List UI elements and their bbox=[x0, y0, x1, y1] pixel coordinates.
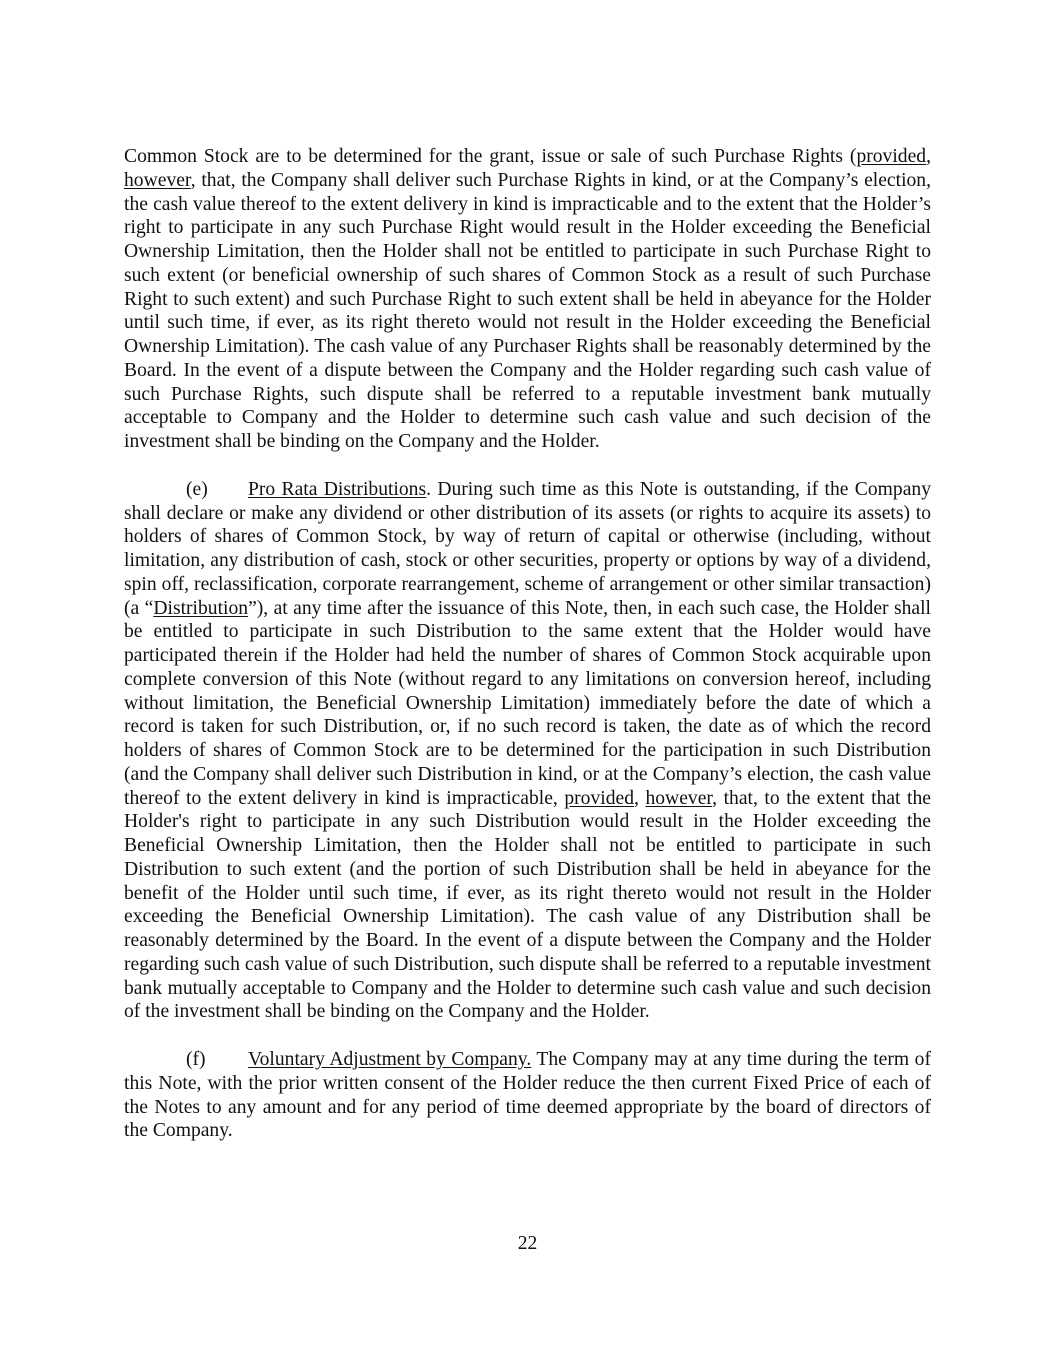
section-heading: Voluntary Adjustment by Company. bbox=[248, 1049, 532, 1070]
section-label: (f) bbox=[186, 1049, 206, 1070]
paragraph-text: , that, the Company shall deliver such Purchase Rights in kind, or at the Company’s election, the cash value thereof to the extent delivery in kind is impracticable and to the extent that the Holder’s right to participate in any such Purchase Right would result in the Holder exceeding the Beneficial Ownership Limitation, then the Holder shall not be entitled to participate in such Purchase Right to such extent (or beneficial ownership of such shares of Common Stock as a result of such Purchase Right to such extent) and such Purchase Right to such extent shall be held in abeyance for the Holder until such time, if ever, as its right thereto would not result in the Holder exceeding the Beneficial Ownership Limitation). The cash value of any Purchaser Rights shall be reasonably determined by the Board. In the event of a dispute between the Company and the Holder regarding such cash value of such Purchase Rights, such dispute shall be referred to a reputable investment bank mutually acceptable to Company and the Holder to determine such cash value and such decision of the investment shall be binding on the Company and the Holder. bbox=[124, 169, 931, 452]
document-page bbox=[124, 145, 931, 1167]
paragraph-text: . During such time as this Note is outstanding, if the Company shall declare or make any dividend or other distribution of its assets (or rights to acquire its assets) to holders of shares of Common Stock, by way of return of capital or otherwise (including, without limitation, any distribution of cash, stock or other securities, property or options by way of a dividend, spin off, reclassification, corporate rearrangement, scheme of arrangement or other similar transaction) (a “ bbox=[124, 478, 931, 619]
section-e-pro-rata-distributions bbox=[124, 478, 931, 1024]
paragraph-text: ”), at any time after the issuance of this Note, then, in each such case, the Holder shall be entitled to participate in such Distribution to the same extent that the Holder would have participated therein if the Holder had held the number of shares of Common Stock acquirable upon complete conversion of this Note (without regard to any limitations on conversion hereof, including without limitation, the Beneficial Ownership Limitation) immediately before the date of which a record is taken for such Distribution, or, if no such record is taken, the date as of which the record holders of shares of Common Stock are to be determined for the participation in such Distribution (and the Company shall deliver such Distribution in kind, or at the Company’s election, the cash value thereof to the extent delivery in kind is impracticable, bbox=[124, 597, 931, 809]
section-heading: Pro Rata Distributions bbox=[248, 478, 427, 500]
paragraph-text: The Company may at any time during the term of this Note, with the prior written consent of the Holder reduce the then current Fixed Price of each of the Notes to any amount and for any period of time deemed appropriate by the board of directors of the Company. bbox=[124, 1049, 931, 1142]
distribution-defined-term: Distribution bbox=[153, 597, 249, 619]
paragraph-purchase-rights-continuation bbox=[124, 145, 931, 454]
paragraph-text: , bbox=[926, 146, 931, 167]
section-f-voluntary-adjustment bbox=[124, 1048, 931, 1143]
paragraph-text: , that, to the extent that the Holder's right to participate in any such Distribution would result in the Holder exceeding the Beneficial Ownership Limitation, then the Holder shall not be entitled to participate in such Distribution to such extent (and the portion of such Distribution shall be held in abeyance for the benefit of the Holder until such time, if ever, as its right thereto would not result in the Holder exceeding the Beneficial Ownership Limitation). The cash value of any Distribution shall be reasonably determined by the Board. In the event of a dispute between the Company and the Holder regarding such cash value of such Distribution, such dispute shall be referred to a reputable investment bank mutually acceptable to Company and the Holder to determine such cash value and such decision of the investment shall be binding on the Company and the Holder. bbox=[124, 787, 931, 1023]
paragraph-text: , bbox=[634, 787, 646, 809]
provided-term: provided bbox=[564, 787, 634, 809]
however-term: however bbox=[124, 169, 191, 191]
section-label: (e) bbox=[186, 478, 208, 500]
page-number: 22 bbox=[517, 1233, 538, 1254]
paragraph-text: Common Stock are to be determined for the grant, issue or sale of such Purchase Rights ( bbox=[124, 146, 857, 167]
however-term: however bbox=[645, 787, 713, 809]
provided-term: provided bbox=[856, 146, 927, 167]
